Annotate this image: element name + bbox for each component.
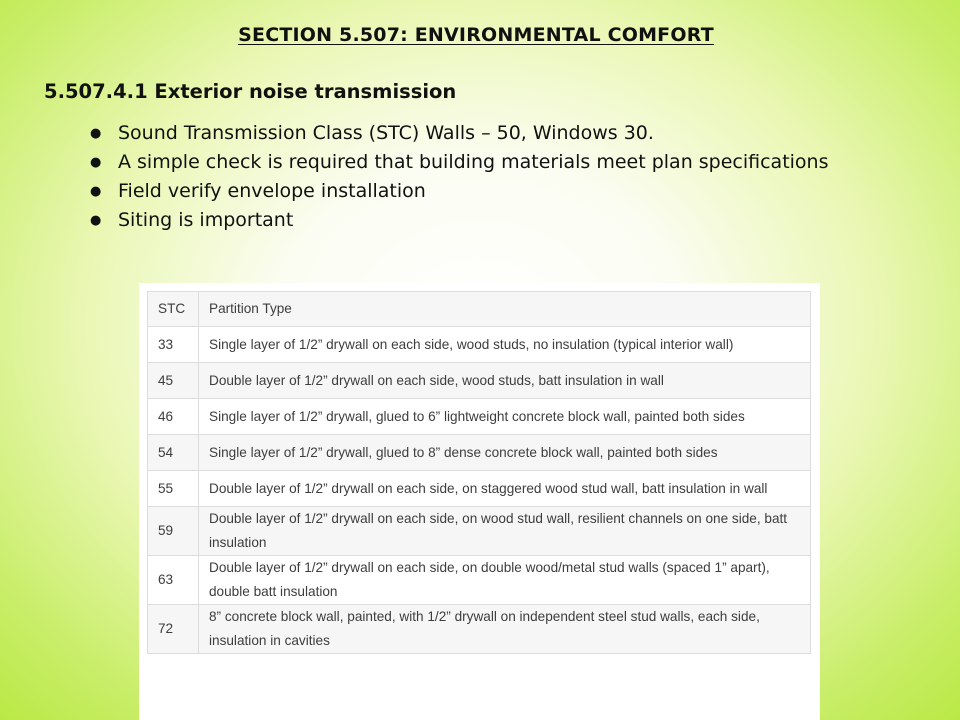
partition-type: Single layer of 1/2” drywall, glued to 6” lightweight concrete block wall, painted both sides	[199, 399, 811, 435]
bullet-icon: ●	[90, 155, 102, 170]
bullet-item	[90, 206, 829, 235]
partition-type: Double layer of 1/2” drywall on each side, on staggered wood stud wall, batt insulation in wall	[199, 471, 811, 507]
table-row	[148, 605, 811, 654]
bullet-icon: ●	[90, 184, 102, 199]
table-row	[148, 556, 811, 605]
bullet-list	[90, 119, 829, 235]
bullet-item	[90, 148, 829, 177]
column-header-partition-type: Partition Type	[199, 292, 811, 327]
bullet-text: Field verify envelope installation	[118, 180, 426, 202]
subheading: 5.507.4.1 Exterior noise transmission	[44, 80, 457, 103]
section-title: SECTION 5.507: ENVIRONMENTAL COMFORT	[238, 24, 714, 46]
stc-value: 72	[148, 605, 199, 654]
stc-value: 46	[148, 399, 199, 435]
bullet-text: Sound Transmission Class (STC) Walls – 50, Windows 30.	[118, 122, 654, 144]
partition-type: 8” concrete block wall, painted, with 1/2” drywall on independent steel stud walls, each side, insulation in cavities	[199, 605, 811, 654]
stc-table-image	[139, 283, 820, 720]
bullet-item	[90, 177, 829, 206]
stc-value: 55	[148, 471, 199, 507]
partition-type: Double layer of 1/2” drywall on each side, on double wood/metal stud walls (spaced 1” apart), double batt insulation	[199, 556, 811, 605]
table-row	[148, 471, 811, 507]
bullet-icon: ●	[90, 213, 102, 228]
table-row	[148, 363, 811, 399]
bullet-item	[90, 119, 829, 148]
table-row	[148, 327, 811, 363]
partition-type: Single layer of 1/2” drywall on each side, wood studs, no insulation (typical interior wall)	[199, 327, 811, 363]
partition-type: Double layer of 1/2” drywall on each side, wood studs, batt insulation in wall	[199, 363, 811, 399]
bullet-icon: ●	[90, 126, 102, 141]
table-row	[148, 507, 811, 556]
partition-type: Single layer of 1/2” drywall, glued to 8” dense concrete block wall, painted both sides	[199, 435, 811, 471]
bullet-text: Siting is important	[118, 209, 294, 231]
stc-value: 33	[148, 327, 199, 363]
column-header-stc: STC	[148, 292, 199, 327]
table-row	[148, 399, 811, 435]
partition-type: Double layer of 1/2” drywall on each side, on wood stud wall, resilient channels on one side, batt insulation	[199, 507, 811, 556]
table-header-row	[148, 292, 811, 327]
stc-value: 54	[148, 435, 199, 471]
stc-table	[147, 291, 811, 654]
stc-value: 63	[148, 556, 199, 605]
stc-value: 59	[148, 507, 199, 556]
table-row	[148, 435, 811, 471]
stc-value: 45	[148, 363, 199, 399]
bullet-text: A simple check is required that building materials meet plan specifications	[118, 151, 829, 173]
